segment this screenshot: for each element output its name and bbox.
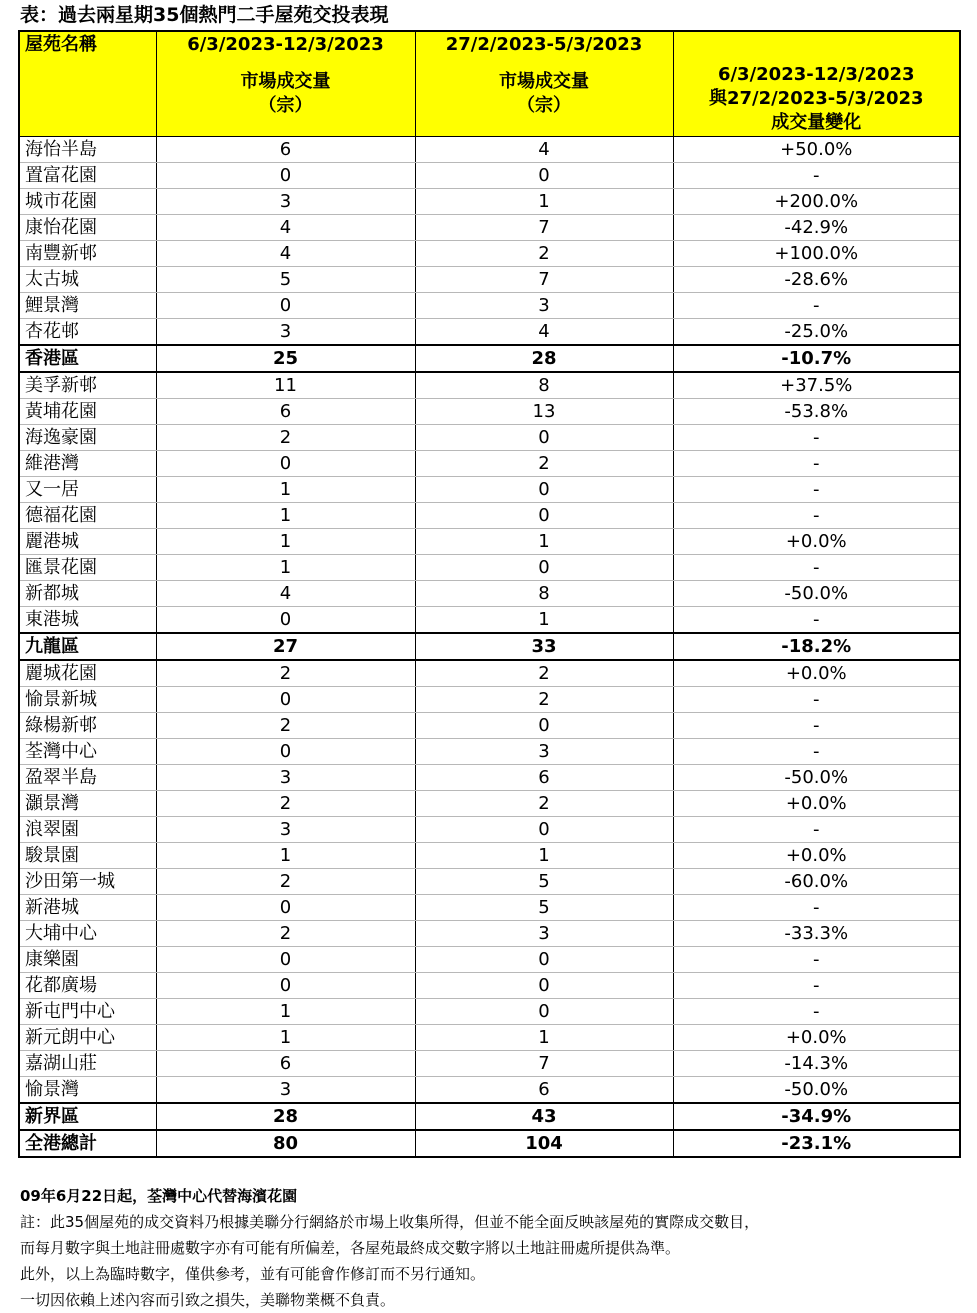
estate-name-cell: 盈翠半島 bbox=[19, 765, 156, 791]
period2-volume-cell: 0 bbox=[415, 947, 673, 973]
volume-change-cell: - bbox=[673, 503, 960, 529]
table-body bbox=[19, 137, 960, 1158]
period1-volume-cell: 5 bbox=[156, 267, 415, 293]
table-row bbox=[19, 999, 960, 1025]
estate-name-cell: 花都廣場 bbox=[19, 973, 156, 999]
volume-change-cell: +100.0% bbox=[673, 241, 960, 267]
table-header-row bbox=[19, 31, 960, 137]
header-change-line1: 6/3/2023-12/3/2023 bbox=[717, 64, 915, 85]
estate-name-cell: 城市花園 bbox=[19, 189, 156, 215]
estate-name-cell: 駿景園 bbox=[19, 843, 156, 869]
period1-volume-cell: 0 bbox=[156, 895, 415, 921]
volume-change-cell: -50.0% bbox=[673, 765, 960, 791]
period1-volume-cell: 2 bbox=[156, 425, 415, 451]
period1-volume-cell: 3 bbox=[156, 817, 415, 843]
period1-volume-cell: 0 bbox=[156, 607, 415, 634]
volume-change-cell: +0.0% bbox=[673, 843, 960, 869]
period2-volume-cell: 5 bbox=[415, 895, 673, 921]
volume-change-cell: - bbox=[673, 973, 960, 999]
period1-volume-cell: 27 bbox=[156, 633, 415, 660]
period2-volume-cell: 4 bbox=[415, 137, 673, 163]
volume-change-cell: +0.0% bbox=[673, 791, 960, 817]
period1-volume-cell: 0 bbox=[156, 687, 415, 713]
period1-volume-cell: 0 bbox=[156, 163, 415, 189]
volume-change-cell: +200.0% bbox=[673, 189, 960, 215]
header-period1-unit: （宗） bbox=[258, 95, 313, 116]
period1-volume-cell: 0 bbox=[156, 739, 415, 765]
period1-volume-cell: 2 bbox=[156, 869, 415, 895]
estate-name-cell: 新港城 bbox=[19, 895, 156, 921]
period2-volume-cell: 0 bbox=[415, 999, 673, 1025]
period1-volume-cell: 3 bbox=[156, 189, 415, 215]
period2-volume-cell: 3 bbox=[415, 921, 673, 947]
table-row bbox=[19, 843, 960, 869]
period2-volume-cell: 0 bbox=[415, 503, 673, 529]
period2-volume-cell: 28 bbox=[415, 345, 673, 372]
period2-volume-cell: 104 bbox=[415, 1130, 673, 1157]
estate-name-cell: 新界區 bbox=[19, 1103, 156, 1130]
table-row bbox=[19, 713, 960, 739]
estate-name-cell: 置富花園 bbox=[19, 163, 156, 189]
period2-volume-cell: 0 bbox=[415, 973, 673, 999]
period1-volume-cell: 2 bbox=[156, 921, 415, 947]
header-period2-label: 市場成交量 bbox=[499, 71, 589, 92]
period1-volume-cell: 2 bbox=[156, 660, 415, 687]
footnote-line: 一切因依賴上述內容而引致之損失，美聯物業概不負責。 bbox=[20, 1291, 396, 1309]
volume-change-cell: -50.0% bbox=[673, 1077, 960, 1104]
volume-change-cell: - bbox=[673, 713, 960, 739]
table-row bbox=[19, 163, 960, 189]
estate-name-cell: 康樂園 bbox=[19, 947, 156, 973]
period1-volume-cell: 1 bbox=[156, 529, 415, 555]
period2-volume-cell: 6 bbox=[415, 765, 673, 791]
table-row bbox=[19, 817, 960, 843]
period2-volume-cell: 7 bbox=[415, 1051, 673, 1077]
period1-volume-cell: 0 bbox=[156, 451, 415, 477]
period2-volume-cell: 1 bbox=[415, 607, 673, 634]
period2-volume-cell: 43 bbox=[415, 1103, 673, 1130]
transactions-table bbox=[18, 30, 961, 1158]
period1-volume-cell: 0 bbox=[156, 293, 415, 319]
period1-volume-cell: 80 bbox=[156, 1130, 415, 1157]
estate-name-cell: 沙田第一城 bbox=[19, 869, 156, 895]
period2-volume-cell: 2 bbox=[415, 791, 673, 817]
period2-volume-cell: 1 bbox=[415, 1025, 673, 1051]
table-row bbox=[19, 660, 960, 687]
estate-name-cell: 嘉湖山莊 bbox=[19, 1051, 156, 1077]
estate-name-cell: 太古城 bbox=[19, 267, 156, 293]
volume-change-cell: - bbox=[673, 687, 960, 713]
estate-name-cell: 麗城花園 bbox=[19, 660, 156, 687]
period1-volume-cell: 6 bbox=[156, 399, 415, 425]
subtotal-row bbox=[19, 1130, 960, 1157]
page-title: 表：過去兩星期35個熱門二手屋苑交投表現 bbox=[20, 4, 389, 26]
footnote-line: 而每月數字與土地註冊處數字亦有可能有所偏差，各屋苑最終成交數字將以土地註冊處所提供為準。 bbox=[20, 1239, 681, 1257]
period1-volume-cell: 3 bbox=[156, 1077, 415, 1104]
volume-change-cell: - bbox=[673, 817, 960, 843]
estate-name-cell: 東港城 bbox=[19, 607, 156, 634]
period2-volume-cell: 2 bbox=[415, 687, 673, 713]
period2-volume-cell: 1 bbox=[415, 843, 673, 869]
period1-volume-cell: 1 bbox=[156, 999, 415, 1025]
period1-volume-cell: 1 bbox=[156, 555, 415, 581]
table-row bbox=[19, 895, 960, 921]
header-period2-unit: （宗） bbox=[517, 95, 571, 116]
period1-volume-cell: 2 bbox=[156, 791, 415, 817]
estate-name-cell: 新屯門中心 bbox=[19, 999, 156, 1025]
estate-name-cell: 杏花邨 bbox=[19, 319, 156, 346]
volume-change-cell: - bbox=[673, 999, 960, 1025]
table-row bbox=[19, 1051, 960, 1077]
period2-volume-cell: 8 bbox=[415, 372, 673, 399]
period2-volume-cell: 33 bbox=[415, 633, 673, 660]
table-row bbox=[19, 293, 960, 319]
estate-name-cell: 灝景灣 bbox=[19, 791, 156, 817]
period1-volume-cell: 1 bbox=[156, 1025, 415, 1051]
period2-volume-cell: 1 bbox=[415, 189, 673, 215]
table-row bbox=[19, 451, 960, 477]
footnote-line: 此外，以上為臨時數字，僅供參考，並有可能會作修訂而不另行通知。 bbox=[20, 1265, 486, 1283]
table-row bbox=[19, 372, 960, 399]
table-row bbox=[19, 425, 960, 451]
estate-name-cell: 大埔中心 bbox=[19, 921, 156, 947]
table-row bbox=[19, 1025, 960, 1051]
estate-name-cell: 全港總計 bbox=[19, 1130, 156, 1157]
period2-volume-cell: 1 bbox=[415, 529, 673, 555]
volume-change-cell: -42.9% bbox=[673, 215, 960, 241]
volume-change-cell: +0.0% bbox=[673, 1025, 960, 1051]
volume-change-cell: -50.0% bbox=[673, 581, 960, 607]
period1-volume-cell: 2 bbox=[156, 713, 415, 739]
volume-change-cell: -14.3% bbox=[673, 1051, 960, 1077]
period2-volume-cell: 3 bbox=[415, 739, 673, 765]
table-row bbox=[19, 687, 960, 713]
table-row bbox=[19, 241, 960, 267]
period2-volume-cell: 13 bbox=[415, 399, 673, 425]
volume-change-cell: -28.6% bbox=[673, 267, 960, 293]
volume-change-cell: - bbox=[673, 425, 960, 451]
estate-name-cell: 匯景花園 bbox=[19, 555, 156, 581]
table-row bbox=[19, 869, 960, 895]
period2-volume-cell: 0 bbox=[415, 477, 673, 503]
table-row bbox=[19, 765, 960, 791]
volume-change-cell: -34.9% bbox=[673, 1103, 960, 1130]
volume-change-cell: +50.0% bbox=[673, 137, 960, 163]
volume-change-cell: +37.5% bbox=[673, 372, 960, 399]
volume-change-cell: -25.0% bbox=[673, 319, 960, 346]
volume-change-cell: - bbox=[673, 895, 960, 921]
table-row bbox=[19, 189, 960, 215]
period1-volume-cell: 3 bbox=[156, 319, 415, 346]
table-row bbox=[19, 477, 960, 503]
volume-change-cell: - bbox=[673, 451, 960, 477]
period1-volume-cell: 4 bbox=[156, 581, 415, 607]
period2-volume-cell: 2 bbox=[415, 451, 673, 477]
table-row bbox=[19, 319, 960, 346]
table-row bbox=[19, 581, 960, 607]
estate-name-cell: 鯉景灣 bbox=[19, 293, 156, 319]
table-row bbox=[19, 503, 960, 529]
header-estate-name: 屋苑名稱 bbox=[19, 31, 156, 137]
period2-volume-cell: 0 bbox=[415, 713, 673, 739]
footnote-line: 註：此35個屋苑的成交資料乃根據美聯分行網絡於市場上收集所得，但並不能全面反映該屋苑的實際成交數目， bbox=[20, 1213, 760, 1231]
estate-name-cell: 荃灣中心 bbox=[19, 739, 156, 765]
volume-change-cell: - bbox=[673, 163, 960, 189]
estate-name-cell: 新都城 bbox=[19, 581, 156, 607]
subtotal-row bbox=[19, 1103, 960, 1130]
table-row bbox=[19, 555, 960, 581]
volume-change-cell: -53.8% bbox=[673, 399, 960, 425]
table-row bbox=[19, 215, 960, 241]
table-row bbox=[19, 739, 960, 765]
period1-volume-cell: 0 bbox=[156, 947, 415, 973]
volume-change-cell: - bbox=[673, 739, 960, 765]
period2-volume-cell: 0 bbox=[415, 425, 673, 451]
period2-volume-cell: 0 bbox=[415, 163, 673, 189]
header-period1-volume bbox=[156, 31, 415, 137]
estate-name-cell: 麗港城 bbox=[19, 529, 156, 555]
estate-name-cell: 愉景灣 bbox=[19, 1077, 156, 1104]
period1-volume-cell: 6 bbox=[156, 1051, 415, 1077]
estate-name-cell: 愉景新城 bbox=[19, 687, 156, 713]
estate-name-cell: 又一居 bbox=[19, 477, 156, 503]
period1-volume-cell: 1 bbox=[156, 503, 415, 529]
period2-volume-cell: 6 bbox=[415, 1077, 673, 1104]
period1-volume-cell: 4 bbox=[156, 241, 415, 267]
estate-name-cell: 德福花園 bbox=[19, 503, 156, 529]
volume-change-cell: - bbox=[673, 477, 960, 503]
period2-volume-cell: 8 bbox=[415, 581, 673, 607]
period2-volume-cell: 2 bbox=[415, 660, 673, 687]
estate-name-cell: 新元朗中心 bbox=[19, 1025, 156, 1051]
table-row bbox=[19, 137, 960, 163]
volume-change-cell: - bbox=[673, 555, 960, 581]
estate-name-cell: 綠楊新邨 bbox=[19, 713, 156, 739]
estate-name-cell: 美孚新邨 bbox=[19, 372, 156, 399]
volume-change-cell: -18.2% bbox=[673, 633, 960, 660]
table-row bbox=[19, 973, 960, 999]
header-period2-volume bbox=[415, 31, 673, 137]
table-row bbox=[19, 529, 960, 555]
volume-change-cell: -23.1% bbox=[673, 1130, 960, 1157]
header-change-line2: 與27/2/2023-5/3/2023 bbox=[708, 88, 924, 109]
table-row bbox=[19, 399, 960, 425]
volume-change-cell: -10.7% bbox=[673, 345, 960, 372]
volume-change-cell: -60.0% bbox=[673, 869, 960, 895]
period2-volume-cell: 7 bbox=[415, 267, 673, 293]
period2-volume-cell: 0 bbox=[415, 817, 673, 843]
period1-volume-cell: 4 bbox=[156, 215, 415, 241]
estate-name-cell: 黃埔花園 bbox=[19, 399, 156, 425]
volume-change-cell: +0.0% bbox=[673, 660, 960, 687]
period2-volume-cell: 2 bbox=[415, 241, 673, 267]
period2-volume-cell: 0 bbox=[415, 555, 673, 581]
table-row bbox=[19, 791, 960, 817]
period1-volume-cell: 0 bbox=[156, 973, 415, 999]
estate-name-cell: 浪翠園 bbox=[19, 817, 156, 843]
period2-volume-cell: 7 bbox=[415, 215, 673, 241]
period2-volume-cell: 3 bbox=[415, 293, 673, 319]
subtotal-row bbox=[19, 633, 960, 660]
header-period1-label: 市場成交量 bbox=[240, 71, 331, 92]
header-volume-change bbox=[673, 31, 960, 137]
period1-volume-cell: 28 bbox=[156, 1103, 415, 1130]
period1-volume-cell: 1 bbox=[156, 843, 415, 869]
period1-volume-cell: 6 bbox=[156, 137, 415, 163]
volume-change-cell: +0.0% bbox=[673, 529, 960, 555]
volume-change-cell: - bbox=[673, 947, 960, 973]
table-row bbox=[19, 1077, 960, 1104]
estate-name-cell: 康怡花園 bbox=[19, 215, 156, 241]
footnote-replacement: 09年6月22日起，荃灣中心代替海濱花園 bbox=[20, 1187, 298, 1205]
period1-volume-cell: 11 bbox=[156, 372, 415, 399]
period1-volume-cell: 3 bbox=[156, 765, 415, 791]
header-period1-range: 6/3/2023-12/3/2023 bbox=[187, 34, 384, 55]
volume-change-cell: - bbox=[673, 293, 960, 319]
volume-change-cell: -33.3% bbox=[673, 921, 960, 947]
estate-name-cell: 維港灣 bbox=[19, 451, 156, 477]
table-row bbox=[19, 921, 960, 947]
period2-volume-cell: 5 bbox=[415, 869, 673, 895]
estate-name-cell: 九龍區 bbox=[19, 633, 156, 660]
header-period2-range: 27/2/2023-5/3/2023 bbox=[445, 34, 643, 55]
period1-volume-cell: 25 bbox=[156, 345, 415, 372]
estate-name-cell: 香港區 bbox=[19, 345, 156, 372]
estate-name-cell: 海逸豪園 bbox=[19, 425, 156, 451]
table-row bbox=[19, 607, 960, 634]
estate-name-cell: 海怡半島 bbox=[19, 137, 156, 163]
header-change-line3: 成交量變化 bbox=[771, 112, 862, 133]
period1-volume-cell: 1 bbox=[156, 477, 415, 503]
estate-name-cell: 南豐新邨 bbox=[19, 241, 156, 267]
footnotes bbox=[20, 1183, 759, 1313]
period2-volume-cell: 4 bbox=[415, 319, 673, 346]
table-row bbox=[19, 267, 960, 293]
table-row bbox=[19, 947, 960, 973]
subtotal-row bbox=[19, 345, 960, 372]
volume-change-cell: - bbox=[673, 607, 960, 634]
